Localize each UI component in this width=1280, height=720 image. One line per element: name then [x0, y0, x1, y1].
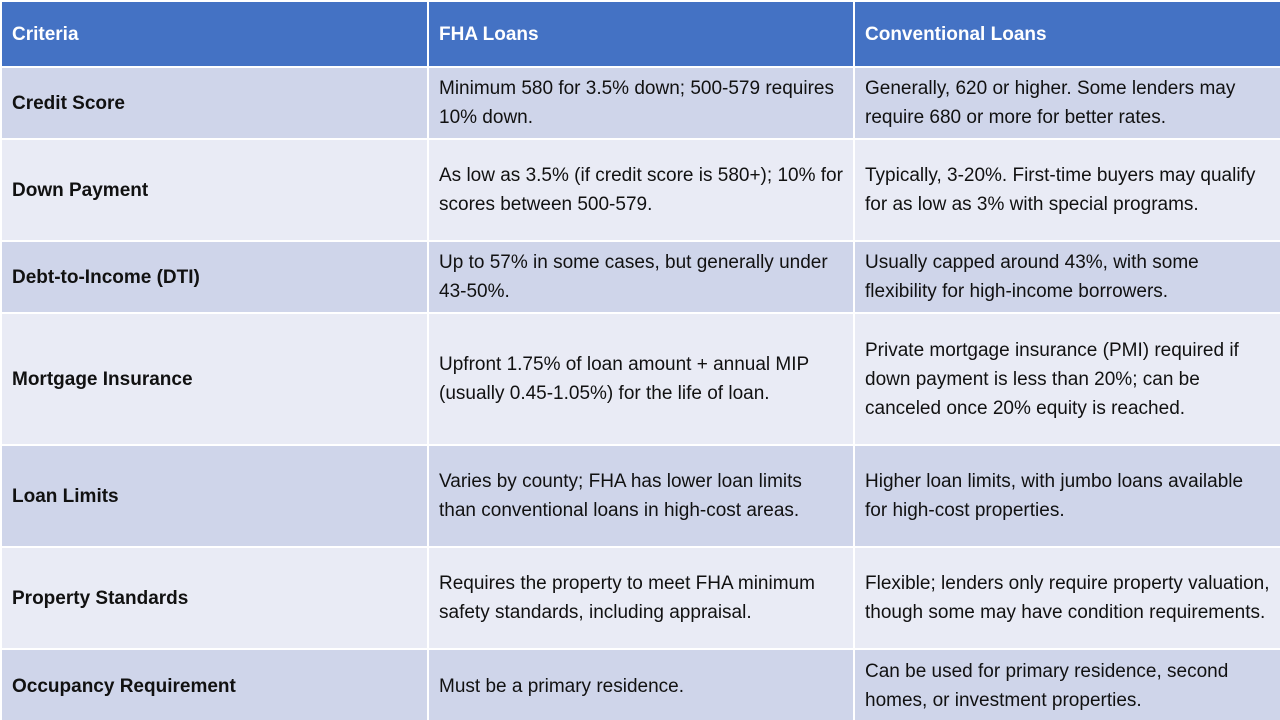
conventional-cell: Generally, 620 or higher. Some lenders may require 680 or more for better rates.	[854, 67, 1280, 139]
header-criteria: Criteria	[1, 1, 428, 67]
table-row	[1, 445, 1280, 547]
criteria-cell: Down Payment	[1, 139, 428, 241]
header-conventional-loans: Conventional Loans	[854, 1, 1280, 67]
conventional-cell: Can be used for primary residence, second homes, or investment properties.	[854, 649, 1280, 720]
table-row	[1, 649, 1280, 720]
criteria-cell: Occupancy Requirement	[1, 649, 428, 720]
fha-cell: Up to 57% in some cases, but generally under 43-50%.	[428, 241, 854, 313]
criteria-cell: Debt-to-Income (DTI)	[1, 241, 428, 313]
fha-cell: Upfront 1.75% of loan amount + annual MIP (usually 0.45-1.05%) for the life of loan.	[428, 313, 854, 445]
conventional-cell: Usually capped around 43%, with some flexibility for high-income borrowers.	[854, 241, 1280, 313]
criteria-cell: Mortgage Insurance	[1, 313, 428, 445]
fha-cell: Requires the property to meet FHA minimum safety standards, including appraisal.	[428, 547, 854, 649]
fha-cell: Varies by county; FHA has lower loan limits than conventional loans in high-cost areas.	[428, 445, 854, 547]
table-header	[1, 1, 1280, 67]
fha-cell: Minimum 580 for 3.5% down; 500-579 requires 10% down.	[428, 67, 854, 139]
header-fha-loans: FHA Loans	[428, 1, 854, 67]
criteria-cell: Property Standards	[1, 547, 428, 649]
conventional-cell: Flexible; lenders only require property valuation, though some may have condition requirements.	[854, 547, 1280, 649]
criteria-cell: Loan Limits	[1, 445, 428, 547]
fha-cell: Must be a primary residence.	[428, 649, 854, 720]
header-row	[1, 1, 1280, 67]
table-row	[1, 67, 1280, 139]
table-row	[1, 241, 1280, 313]
table-row	[1, 139, 1280, 241]
fha-cell: As low as 3.5% (if credit score is 580+); 10% for scores between 500-579.	[428, 139, 854, 241]
table-row	[1, 313, 1280, 445]
table-body	[1, 67, 1280, 720]
table-row	[1, 547, 1280, 649]
criteria-cell: Credit Score	[1, 67, 428, 139]
conventional-cell: Higher loan limits, with jumbo loans available for high-cost properties.	[854, 445, 1280, 547]
conventional-cell: Private mortgage insurance (PMI) required if down payment is less than 20%; can be canceled once 20% equity is reached.	[854, 313, 1280, 445]
conventional-cell: Typically, 3-20%. First-time buyers may qualify for as low as 3% with special programs.	[854, 139, 1280, 241]
